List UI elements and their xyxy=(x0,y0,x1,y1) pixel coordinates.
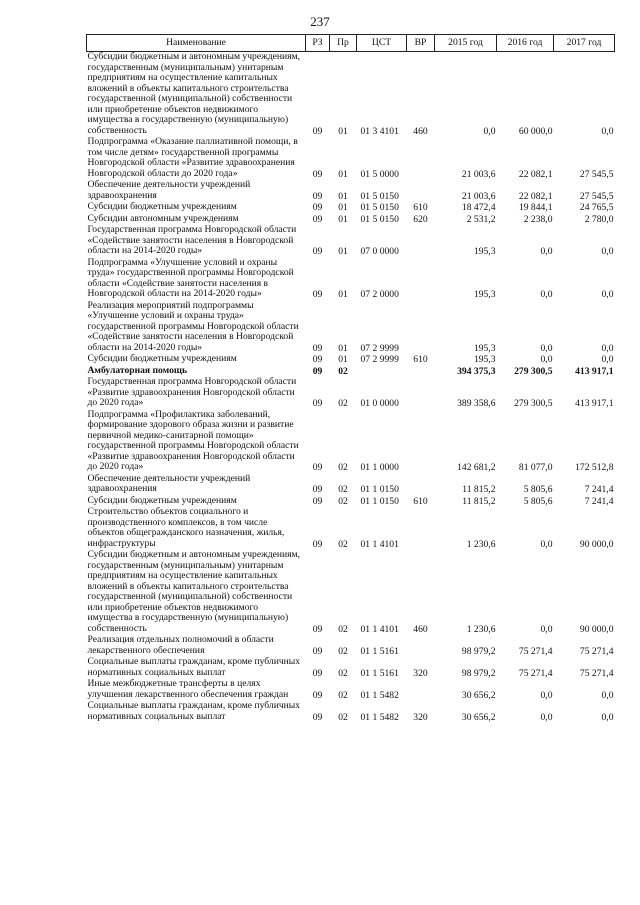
row-2015: 195,3 xyxy=(473,342,496,354)
table-row xyxy=(87,258,615,301)
row-rz: 09 xyxy=(312,190,323,202)
row-2017: 413 917,1 xyxy=(575,365,614,377)
row-pr: 01 xyxy=(338,354,348,365)
table-row xyxy=(87,410,615,474)
header-2017: 2017 год xyxy=(554,35,615,52)
row-pr: 02 xyxy=(338,645,348,657)
row-name: Обеспечение деятельности учреждений здравоохранения xyxy=(87,179,251,201)
row-2017: 0,0 xyxy=(601,246,614,257)
row-pr: 02 xyxy=(338,538,348,550)
table-row xyxy=(87,635,615,657)
row-2015: 1 230,6 xyxy=(466,538,496,550)
row-2015: 389 358,6 xyxy=(457,398,496,409)
row-vr xyxy=(407,507,435,550)
row-vr: 460 xyxy=(413,623,428,635)
row-name: Иные межбюджетные трансферты в целях улучшения лекарственного обеспечения граждан xyxy=(87,678,289,700)
row-pr: 01 xyxy=(338,202,348,213)
row-2017: 0,0 xyxy=(601,711,614,723)
row-rz: 09 xyxy=(312,538,323,550)
table-row xyxy=(87,679,615,701)
row-2016: 0,0 xyxy=(540,246,553,257)
row-vr xyxy=(407,366,435,378)
row-2017: 90 000,0 xyxy=(579,623,614,635)
row-vr xyxy=(407,679,435,701)
header-2015: 2015 год xyxy=(435,35,497,52)
row-name: Подпрограмма «Оказание паллиативной помощи, в том числе детям» государственной программы Новгородской области «Развитие здравоохранения Новгородской области до 2020 года» xyxy=(87,136,298,179)
row-2015: 21 003,6 xyxy=(461,190,496,202)
row-pr: 01 xyxy=(338,246,348,257)
row-rz: 09 xyxy=(312,125,323,137)
row-name: Подпрограмма «Профилактика заболеваний, формирование здорового образа жизни и развитие первичной медико-санитарной помощи» государственной программы Новгородской области «Развитие здравоохранения Новгородской области до 2020 года» xyxy=(87,408,299,472)
row-2017: 27 545,5 xyxy=(579,190,614,202)
row-2015: 2 531,2 xyxy=(466,213,496,225)
row-cst: 07 2 9999 xyxy=(360,342,399,354)
row-cst xyxy=(357,366,407,378)
row-2016: 5 805,6 xyxy=(523,495,553,507)
table-row xyxy=(87,474,615,496)
row-cst: 01 0 0000 xyxy=(360,398,399,409)
table-row xyxy=(87,301,615,355)
row-pr: 02 xyxy=(338,667,348,679)
row-2016: 0,0 xyxy=(540,354,553,365)
row-2017: 27 545,5 xyxy=(579,168,614,180)
row-rz: 09 xyxy=(312,623,323,635)
row-pr: 02 xyxy=(338,398,348,409)
row-cst: 01 1 5161 xyxy=(360,645,399,657)
row-name: Субсидии автономным учреждениям xyxy=(87,212,239,224)
row-rz: 09 xyxy=(312,365,323,377)
row-vr xyxy=(407,301,435,355)
row-vr: 320 xyxy=(413,667,428,679)
table-row xyxy=(87,354,615,366)
row-name: Подпрограмма «Улучшение условий и охраны труда» государственной программы Новгородской области «Содействие занятости населения в Новгородской области на 2014-2020 годы» xyxy=(87,256,294,299)
row-2016: 5 805,6 xyxy=(523,484,553,495)
row-vr xyxy=(407,474,435,496)
row-rz: 09 xyxy=(312,168,323,180)
row-2015: 30 656,2 xyxy=(461,711,496,723)
row-pr: 02 xyxy=(338,462,348,473)
row-rz: 09 xyxy=(312,213,323,225)
row-cst: 07 0 0000 xyxy=(360,246,399,257)
row-name: Государственная программа Новгородской области «Развитие здравоохранения Новгородской области до 2020 года» xyxy=(87,376,297,408)
budget-table xyxy=(86,34,615,723)
row-2017: 7 241,4 xyxy=(584,495,614,507)
row-pr: 01 xyxy=(338,289,348,300)
row-2015: 21 003,6 xyxy=(461,168,496,180)
table-row xyxy=(87,225,615,258)
row-vr xyxy=(407,137,435,180)
row-2016: 22 082,1 xyxy=(518,168,553,180)
table-row xyxy=(87,657,615,679)
row-rz: 09 xyxy=(312,689,323,701)
row-vr: 620 xyxy=(413,213,428,225)
row-rz: 09 xyxy=(312,354,323,365)
row-cst: 01 1 5482 xyxy=(360,711,399,723)
row-pr: 02 xyxy=(338,495,348,507)
row-rz: 09 xyxy=(312,711,323,723)
row-rz: 09 xyxy=(312,202,323,213)
row-2017: 24 765,5 xyxy=(579,202,614,213)
row-rz: 09 xyxy=(312,484,323,495)
row-2015: 98 979,2 xyxy=(461,645,496,657)
row-2015: 195,3 xyxy=(473,354,496,365)
row-2017: 7 241,4 xyxy=(584,484,614,495)
row-cst: 07 2 9999 xyxy=(360,354,399,365)
row-2017: 0,0 xyxy=(601,689,614,701)
row-2016: 279 300,5 xyxy=(514,398,553,409)
table-row xyxy=(87,701,615,723)
row-2016: 0,0 xyxy=(540,538,553,550)
table-header-row xyxy=(87,35,615,52)
row-2016: 19 844,1 xyxy=(518,202,553,213)
table-row xyxy=(87,137,615,180)
header-cst: ЦСТ xyxy=(357,35,407,52)
row-2017: 0,0 xyxy=(601,354,614,365)
row-2015: 98 979,2 xyxy=(461,667,496,679)
row-2016: 0,0 xyxy=(540,289,553,300)
row-rz: 09 xyxy=(312,495,323,507)
row-rz: 09 xyxy=(312,462,323,473)
table-row xyxy=(87,52,615,138)
row-name: Субсидии бюджетным и автономным учреждениям, государственным (муниципальным) унитарным предприятиям на осуществление капитальных вложений в объекты капитального строительства государственной (муниципальной) собственности или приобретение объектов недвижимого имущества в государственную (муниципальную) собственность xyxy=(87,51,301,136)
row-cst: 01 1 4101 xyxy=(360,623,399,635)
row-name: Социальные выплаты гражданам, кроме публичных нормативных социальных выплат xyxy=(87,656,301,678)
row-rz: 09 xyxy=(312,398,323,409)
row-2017: 75 271,4 xyxy=(579,667,614,679)
row-2016: 0,0 xyxy=(540,711,553,723)
row-name: Реализация отдельных полномочий в области лекарственного обеспечения xyxy=(87,634,274,656)
row-2017: 413 917,1 xyxy=(575,398,614,409)
row-cst: 01 1 0000 xyxy=(360,462,399,473)
row-pr: 02 xyxy=(338,623,348,635)
row-name: Реализация мероприятий подпрограммы «Улучшение условий и охраны труда» государственной программы Новгородской области «Содействие занятости населения в Новгородской области на 2014-2020 годы» xyxy=(87,299,299,353)
row-2017: 90 000,0 xyxy=(579,538,614,550)
row-rz: 09 xyxy=(312,667,323,679)
row-name: Обеспечение деятельности учреждений здравоохранения xyxy=(87,472,251,494)
row-2017: 172 512,8 xyxy=(575,462,614,473)
table-row xyxy=(87,507,615,550)
table-body xyxy=(87,52,615,724)
row-rz: 09 xyxy=(312,342,323,354)
row-cst: 01 1 0150 xyxy=(360,495,399,507)
row-2016: 75 271,4 xyxy=(518,645,553,657)
row-vr xyxy=(407,410,435,474)
row-name: Социальные выплаты гражданам, кроме публичных нормативных социальных выплат xyxy=(87,700,301,722)
row-vr: 320 xyxy=(413,711,428,723)
table-row xyxy=(87,550,615,635)
header-pr: Пр xyxy=(330,35,357,52)
row-2015: 11 815,2 xyxy=(462,484,496,495)
row-vr: 610 xyxy=(413,202,428,213)
row-2015: 1 230,6 xyxy=(466,623,496,635)
row-cst: 01 5 0150 xyxy=(360,213,399,225)
row-2016: 0,0 xyxy=(540,623,553,635)
row-2016: 22 082,1 xyxy=(518,190,553,202)
row-vr xyxy=(407,377,435,410)
row-pr: 01 xyxy=(338,168,348,180)
row-name: Субсидии бюджетным и автономным учреждениям, государственным (муниципальным) унитарным предприятиям на осуществление капитальных вложений в объекты капитального строительства государственной (муниципальной) собственности или приобретение объектов недвижимого имущества в государственную (муниципальную) собственность xyxy=(87,549,301,634)
table-row xyxy=(87,377,615,410)
row-pr: 02 xyxy=(338,484,348,495)
row-name: Государственная программа Новгородской области «Содействие занятости населения в Новгородской области на 2014-2020 годы» xyxy=(87,224,297,256)
row-name: Строительство объектов социального и производственного комплексов, в том числе объектов общегражданского назначения, жилья, инфраструктуры xyxy=(87,506,285,549)
row-2017: 2 780,0 xyxy=(584,213,614,225)
row-rz: 09 xyxy=(312,645,323,657)
table-row xyxy=(87,180,615,202)
row-cst: 01 3 4101 xyxy=(360,125,399,137)
row-2015: 195,3 xyxy=(473,289,496,300)
row-pr: 02 xyxy=(338,365,348,377)
row-vr: 610 xyxy=(413,354,428,365)
row-cst: 01 5 0150 xyxy=(360,202,399,213)
row-cst: 01 5 0000 xyxy=(360,168,399,180)
row-vr xyxy=(407,258,435,301)
row-2017: 0,0 xyxy=(601,289,614,300)
row-vr: 610 xyxy=(413,495,428,507)
row-pr: 02 xyxy=(338,711,348,723)
page-number: 237 xyxy=(310,14,330,29)
row-2015: 11 815,2 xyxy=(462,495,496,507)
row-pr: 01 xyxy=(338,125,348,137)
header-name: Наименование xyxy=(87,35,306,52)
row-cst: 01 1 0150 xyxy=(360,484,399,495)
row-2016: 0,0 xyxy=(540,689,553,701)
row-2016: 279 300,5 xyxy=(514,365,553,377)
row-name: Субсидии бюджетным учреждениям xyxy=(87,201,237,212)
row-pr: 02 xyxy=(338,689,348,701)
row-rz: 09 xyxy=(312,289,323,300)
row-2015: 394 375,3 xyxy=(457,365,496,377)
row-cst: 01 1 5482 xyxy=(360,689,399,701)
row-2016: 60 000,0 xyxy=(518,125,553,137)
table-row xyxy=(87,202,615,214)
row-2017: 0,0 xyxy=(601,125,614,137)
row-2016: 81 077,0 xyxy=(518,462,553,473)
row-2015: 18 472,4 xyxy=(461,202,496,213)
row-2016: 2 238,0 xyxy=(523,213,553,225)
row-name: Субсидии бюджетным учреждениям xyxy=(87,353,237,364)
row-pr: 01 xyxy=(338,190,348,202)
row-2015: 195,3 xyxy=(473,246,496,257)
row-2017: 0,0 xyxy=(601,342,614,354)
header-vr: ВР xyxy=(407,35,435,52)
row-vr xyxy=(407,180,435,202)
row-name: Субсидии бюджетным учреждениям xyxy=(87,494,237,506)
row-2016: 75 271,4 xyxy=(518,667,553,679)
row-rz: 09 xyxy=(312,246,323,257)
row-vr xyxy=(407,225,435,258)
row-cst: 07 2 0000 xyxy=(360,289,399,300)
row-2015: 142 681,2 xyxy=(457,462,496,473)
row-vr: 460 xyxy=(413,125,428,137)
row-cst: 01 5 0150 xyxy=(360,190,399,202)
row-2015: 30 656,2 xyxy=(461,689,496,701)
row-2016: 0,0 xyxy=(540,342,553,354)
row-vr xyxy=(407,635,435,657)
row-2017: 75 271,4 xyxy=(579,645,614,657)
row-pr: 01 xyxy=(338,213,348,225)
row-2015: 0,0 xyxy=(483,125,496,137)
row-name: Амбулаторная помощь xyxy=(87,364,188,376)
row-pr: 01 xyxy=(338,342,348,354)
header-rz: РЗ xyxy=(306,35,330,52)
header-2016: 2016 год xyxy=(497,35,554,52)
row-cst: 01 1 5161 xyxy=(360,667,399,679)
row-cst: 01 1 4101 xyxy=(360,538,399,550)
